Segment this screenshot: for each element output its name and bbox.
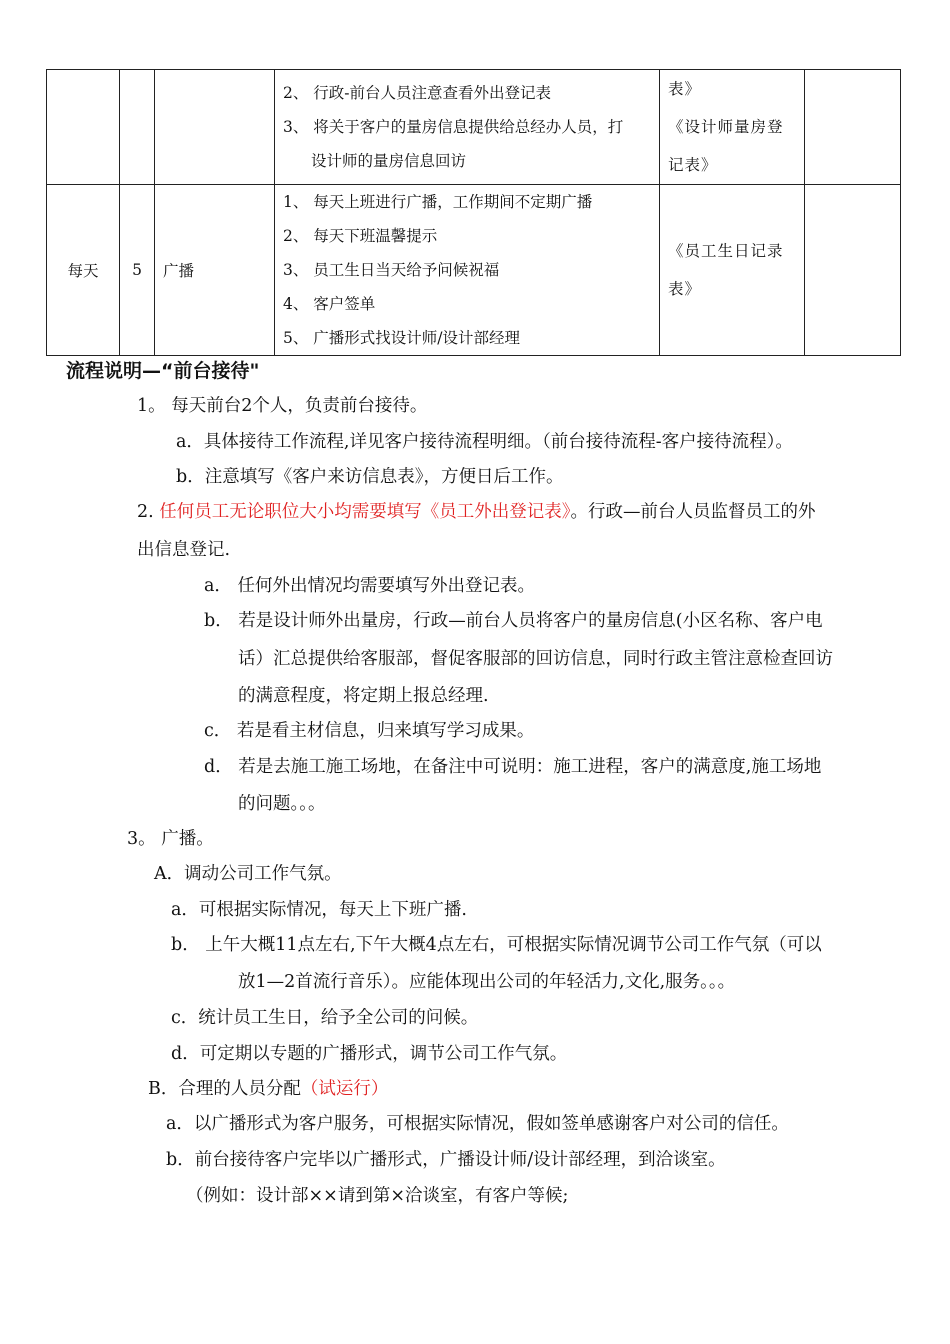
forms-cell [660, 185, 805, 356]
form-line: 表》 [668, 80, 702, 98]
paragraph [137, 498, 816, 523]
paragraph-text: 。行政—前台人员监督员工的外 [570, 502, 816, 522]
paragraph: 1。 每天前台2个人，负责前台接待。 [137, 396, 428, 416]
list-item: b．前台接待客户完毕以广播形式，广播设计师/设计部经理，到洽谈室。 [166, 1150, 726, 1170]
list-item: a． 任何外出情况均需要填写外出登记表。 [204, 576, 535, 596]
list-item: a．具体接待工作流程,详见客户接待流程明细。（前台接待流程-客户接待流程）。 [176, 432, 793, 452]
list-item-continuation: 放1—2首流行音乐）。应能体现出公司的年轻活力,文化,服务。。。 [238, 972, 736, 992]
table-row [47, 70, 901, 185]
step-line: 2、 每天下班温馨提示 [283, 227, 438, 245]
form-line: 表》 [668, 280, 702, 298]
highlighted-requirement: 任何员工无论职位大小均需要填写《员工外出登记表》 [159, 502, 571, 522]
step-line: 设计师的量房信息回访 [311, 152, 467, 170]
item-cell: 广播 [155, 185, 275, 356]
list-item: c．统计员工生日，给予全公司的问候。 [171, 1008, 479, 1028]
step-line: 2、 行政-前台人员注意查看外出登记表 [283, 84, 552, 102]
list-item: d．可定期以专题的广播形式，调节公司工作气氛。 [171, 1044, 568, 1064]
list-item: b． 上午大概11点左右,下午大概4点左右，可根据实际情况调节公司工作气氛（可以 [171, 935, 822, 955]
steps-cell [275, 185, 660, 356]
process-table [46, 69, 901, 356]
forms-cell [660, 70, 805, 185]
list-item: a．以广播形式为客户服务，可根据实际情况，假如签单感谢客户对公司的信任。 [166, 1114, 789, 1134]
step-line: 3、 将关于客户的量房信息提供给总经办人员，打 [283, 118, 624, 136]
frequency-cell [47, 70, 120, 185]
list-item: d． 若是去施工施工场地，在备注中可说明：施工进程，客户的满意度,施工场地 [204, 757, 822, 777]
subsection [148, 1075, 388, 1100]
paragraph-number: 2. [137, 502, 160, 522]
step-line: 3、 员工生日当天给予问候祝福 [283, 261, 500, 279]
list-item: b． 若是设计师外出量房，行政—前台人员将客户的量房信息(小区名称、客户电 [204, 611, 823, 631]
table-row [47, 185, 901, 356]
list-item: b．注意填写《客户来访信息表》，方便日后工作。 [176, 467, 564, 487]
form-line: 《设计师量房登 [668, 118, 784, 136]
step-line: 5、 广播形式找设计师/设计部经理 [283, 329, 521, 347]
step-line: 1、 每天上班进行广播，工作期间不定期广播 [283, 193, 593, 211]
trial-run-note: （试运行） [300, 1079, 389, 1099]
list-item-continuation: 的问题。。。 [238, 794, 326, 814]
subsection-text: B．合理的人员分配 [148, 1079, 301, 1099]
step-line: 4、 客户签单 [283, 295, 376, 313]
number-cell [120, 70, 155, 185]
list-item-continuation: 的满意程度，将定期上报总经理. [238, 686, 489, 706]
section-title: 流程说明—“前台接待" [66, 360, 260, 382]
list-item-continuation: 话）汇总提供给客服部，督促客服部的回访信息，同时行政主管注意检查回访 [238, 649, 833, 669]
subsection: A．调动公司工作气氛。 [154, 864, 342, 884]
form-line: 记表》 [668, 156, 718, 174]
example-note: （例如：设计部××请到第×洽谈室，有客户等候; [186, 1186, 569, 1206]
list-item: a．可根据实际情况，每天上下班广播. [171, 900, 467, 920]
frequency-cell: 每天 [47, 185, 120, 356]
note-cell [805, 185, 901, 356]
paragraph-continuation: 出信息登记. [137, 540, 231, 560]
steps-cell [275, 70, 660, 185]
number-cell: 5 [120, 185, 155, 356]
list-item: c． 若是看主材信息，归来填写学习成果。 [204, 721, 535, 741]
item-cell [155, 70, 275, 185]
paragraph: 3。 广播。 [127, 829, 214, 849]
note-cell [805, 70, 901, 185]
form-line: 《员工生日记录 [668, 242, 784, 260]
